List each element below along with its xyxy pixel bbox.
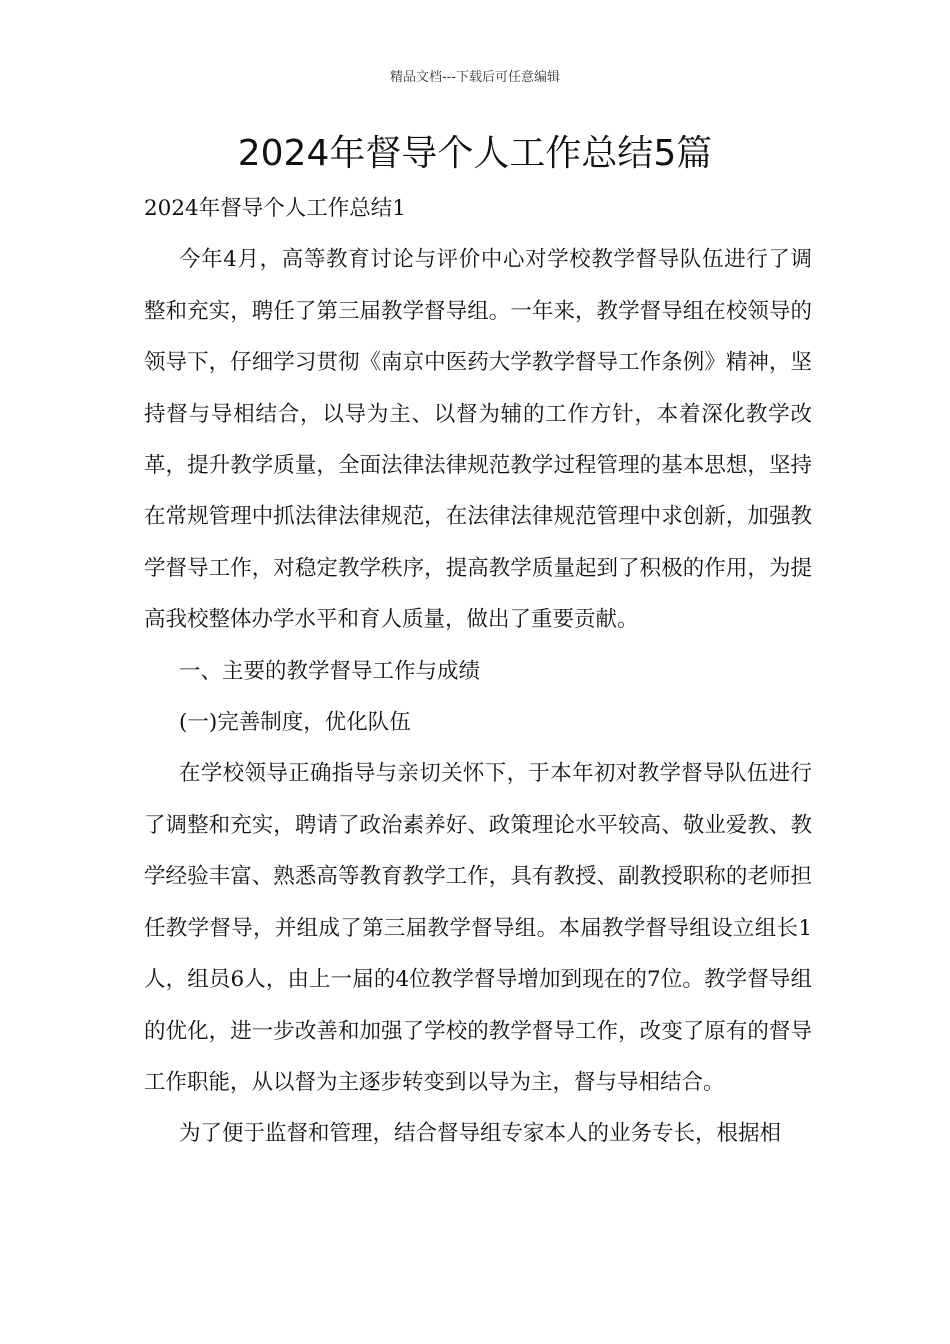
- paragraph-intro: 今年4月，高等教育讨论与评价中心对学校教学督导队伍进行了调整和充实，聘任了第三届教学督导组。一年来，教学督导组在校领导的领导下，仔细学习贯彻《南京中医药大学教学督导工作条例》精神，坚持督与导相结合，以导为主、以督为辅的工作方针，本着深化教学改革，提升教学质量，全面法律法律规范教学过程管理的基本思想，坚持在常规管理中抓法律法律规范，在法律法律规范管理中求创新，加强教学督导工作，对稳定教学秩序，提高教学质量起到了积极的作用，为提高我校整体办学水平和育人质量，做出了重要贡献。: [144, 247, 812, 633]
- section-subtitle: 2024年督导个人工作总结1: [144, 196, 406, 221]
- subsection-heading: (一)完善制度，优化队伍: [179, 710, 411, 736]
- paragraph-management: 为了便于监督和管理，结合督导组专家本人的业务专长，根据相: [179, 1121, 782, 1147]
- section-heading: 一、主要的教学督导工作与成绩: [179, 658, 481, 684]
- header-note: 精品文档---下载后可任意编辑: [389, 70, 561, 85]
- document-title: 2024年督导个人工作总结5篇: [237, 133, 713, 174]
- document-body: [144, 183, 812, 1160]
- paragraph-team: 在学校领导正确指导与亲切关怀下，于本年初对教学督导队伍进行了调整和充实，聘请了政治素养好、政策理论水平较高、敬业爱教、教学经验丰富、熟悉高等教育教学工作，具有教授、副教授职称的老师担任教学督导，并组成了第三届教学督导组。本届教学督导组设立组长1人，组员6人，由上一届的4位教学督导增加到现在的7位。教学督导组的优化，进一步改善和加强了学校的教学督导工作，改变了原有的督导工作职能，从以督为主逐步转变到以导为主，督与导相结合。: [144, 761, 812, 1095]
